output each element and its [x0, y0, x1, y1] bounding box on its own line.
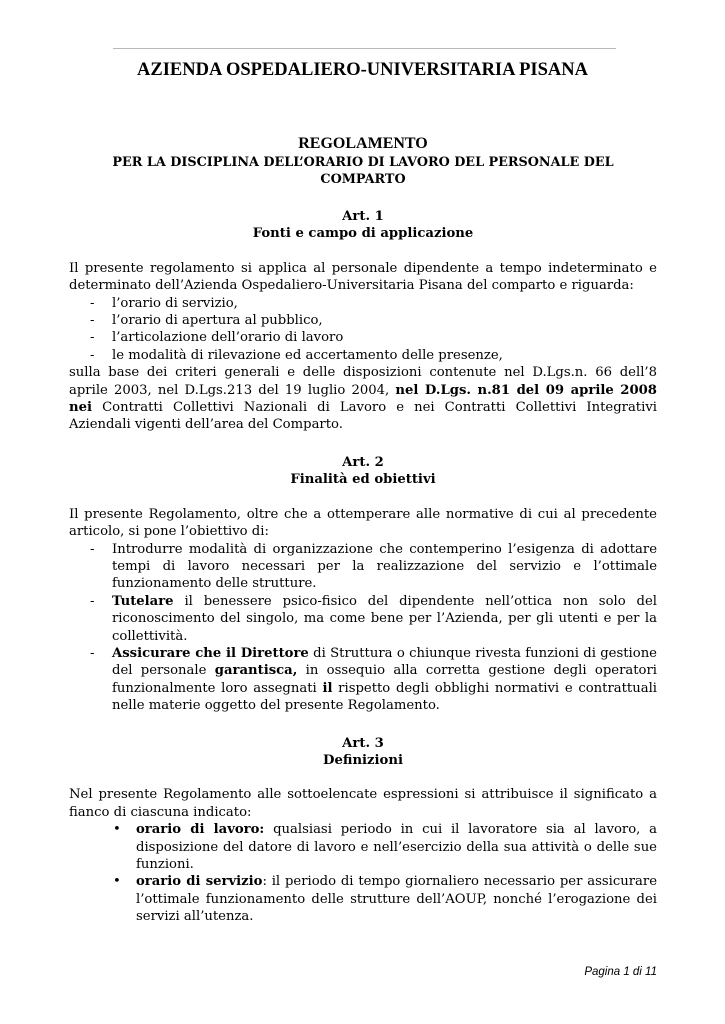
art2-list: [69, 541, 657, 715]
art1-intro: Il presente regolamento si applica al personale dipendente a tempo indeterminato e determinato dell’Azienda Ospedaliero-Universitaria Pisana del comparto e riguarda:: [69, 260, 657, 294]
list-item: - Assicurare che il Direttore di Struttura o chiunque rivesta funzioni di gestione del personale garantisca, in ossequio alla corretta gestione degli operatori funzionalmente loro assegnati il rispetto degli obblighi normativi e contrattuali nelle materie oggetto del presente Regolamento.: [90, 645, 658, 714]
bullet-icon: •: [113, 874, 121, 890]
art1-closing: sulla base dei criteri generali e delle disposizioni contenute nel D.Lgs.n. 66 dell’8 aprile 2003, nel D.Lgs.213 del 19 luglio 2004, nel D.Lgs. n.81 del 09 aprile 2008 nei Contratti Collettivi Nazionali di Lavoro e nei Contratti Collettivi Integrativi Aziendali vigenti dell’area del Comparto.: [69, 365, 657, 433]
bullet-icon: •: [113, 822, 121, 838]
definition-item: • orario di lavoro: qualsiasi periodo in cui il lavoratore sia al lavoro, a disposizione del datore di lavoro e nell’esercizio della sua attività o delle sue funzioni.: [113, 822, 657, 872]
art1-title: Fonti e campo di applicazione: [252, 226, 474, 242]
list-item: - Introdurre modalità di organizzazione che contemperino l’esigenza di adottare tempi di lavoro necessari per la realizzazione del servizio e l’ottimale funzionamento delle strutture.: [90, 541, 657, 592]
art3-number: Art. 3: [342, 735, 384, 751]
art3-title: Definizioni: [323, 752, 403, 768]
list-item: - Tutelare il benessere psico-fisico del dipendente nell’ottica non solo del riconoscimento del singolo, ma come bene per l’Azienda, per gli utenti e per la collettività.: [90, 593, 657, 644]
art1-list: [69, 295, 657, 365]
list-item: - le modalità di rilevazione ed accertamento delle presenze,: [90, 347, 503, 363]
art3-intro: Nel presente Regolamento alle sottoelencate espressioni si attribuisce il significato a fianco di ciascuna indicato:: [69, 787, 657, 820]
organization-title: AZIENDA OSPEDALIERO-UNIVERSITARIA PISANA: [137, 60, 588, 80]
header-rule: [113, 48, 616, 49]
list-item: - l’articolazione dell’orario di lavoro: [90, 330, 344, 346]
definition-item: • orario di servizio: il periodo di tempo giornaliero necessario per assicurare l’ottimale funzionamento delle strutture dell’AOUP, nonché l’erogazione dei servizi all’utenza.: [113, 874, 657, 925]
document-body: [69, 134, 657, 926]
regulation-heading: REGOLAMENTO: [298, 135, 428, 152]
art2-title: Finalità ed obiettivi: [290, 472, 436, 488]
regulation-subheading: PER LA DISCIPLINA DELL’ORARIO DI LAVORO DEL PERSONALE DEL COMPARTO: [112, 155, 614, 187]
art2-number: Art. 2: [342, 454, 384, 470]
page-number: Pagina 1 di 11: [584, 966, 657, 978]
list-item: - l’orario di apertura al pubblico,: [90, 313, 323, 329]
art1-number: Art. 1: [342, 209, 384, 224]
list-item: - l’orario di servizio,: [90, 295, 238, 311]
art2-intro: Il presente Regolamento, oltre che a ottemperare alle normative di cui al precedente articolo, si pone l’obiettivo di:: [69, 506, 657, 540]
art3-definitions: [69, 821, 657, 925]
